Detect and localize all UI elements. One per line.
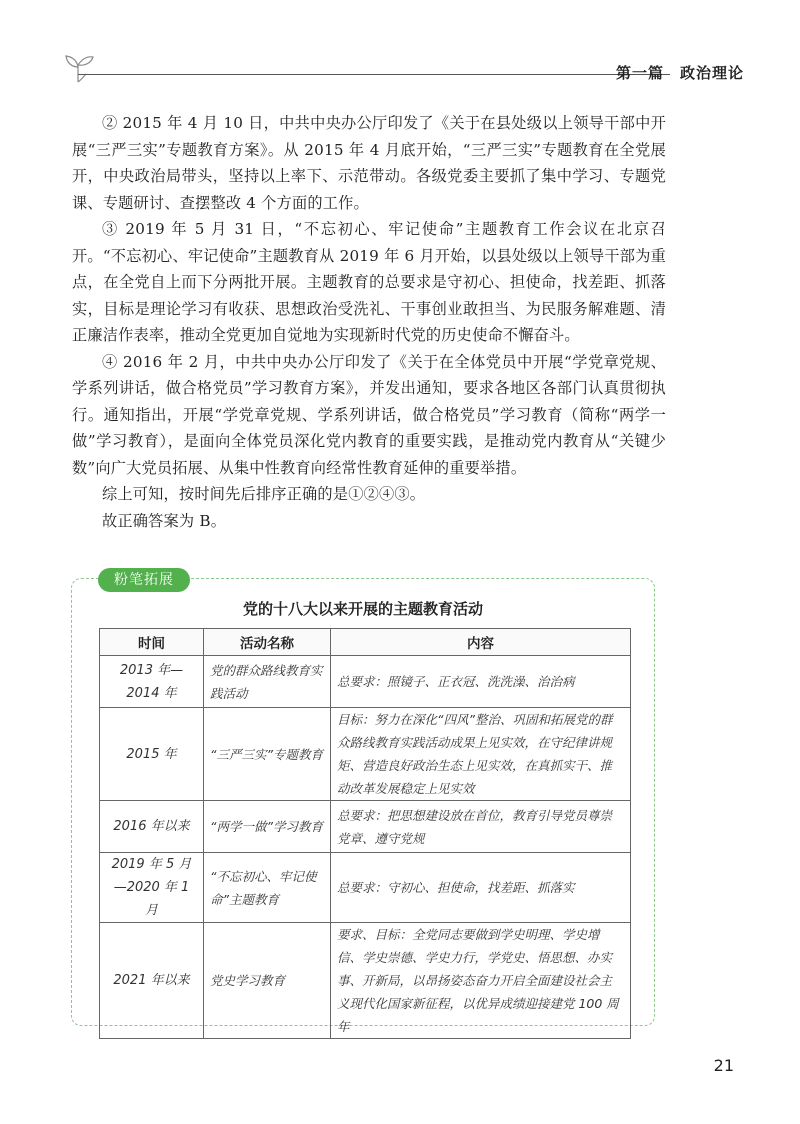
cell-name: 党的群众路线教育实践活动: [204, 656, 331, 708]
table-row: [100, 853, 631, 923]
cell-name: 党史学习教育: [204, 923, 331, 1039]
cell-content: 总要求：照镜子、正衣冠、洗洗澡、治治病: [331, 656, 631, 708]
extension-tag: 粉笔拓展: [98, 568, 190, 592]
cell-name: “不忘初心、牢记使命”主题教育: [204, 853, 331, 923]
page-header: [64, 52, 744, 92]
cell-content: 目标：努力在深化“四风”整治、巩固和拓展党的群众路线教育实践活动成果上见实效，在守纪律讲规矩、营造良好政治生态上见实效，在真抓实干、推动改革发展稳定上见实效: [331, 708, 631, 801]
paragraph: ② 2015 年 4 月 10 日，中共中央办公厅印发了《关于在县处级以上领导干部中开展“三严三实”专题教育方案》。从 2015 年 4 月底开始，“三严三实”专题教育在全党展开，中央政治局带头，坚持以上率下、示范带动。各级党委主要抓了集中学习、专题党课、专题研讨、查摆整改 4 个方面的工作。: [72, 114, 666, 212]
cell-name: “三严三实”专题教育: [204, 708, 331, 801]
education-activities-table: [99, 628, 631, 1039]
section-title: 第一篇 政治理论: [615, 64, 744, 82]
cell-time: 2013 年—2014 年: [100, 656, 204, 708]
cell-time: 2016 年以来: [100, 801, 204, 853]
sprout-icon: [64, 52, 94, 86]
cell-time: 2019 年 5 月—2020 年 1 月: [100, 853, 204, 923]
header-rule: [78, 74, 670, 75]
paragraph: ④ 2016 年 2 月，中共中央办公厅印发了《关于在全体党员中开展“学党章党规、学系列讲话，做合格党员”学习教育方案》，并发出通知，要求各地区各部门认真贯彻执行。通知指出，开展“学党章党规、学系列讲话，做合格党员”学习教育（简称“两学一做”学习教育），是面向全体党员深化党内教育的重要实践，是推动党内教育从“关键少数”向广大党员拓展、从集中性教育向经常性教育延伸的重要举措。: [72, 352, 666, 477]
cell-content: 总要求：把思想建设放在首位，教育引导党员尊崇党章、遵守党规: [331, 801, 631, 853]
paragraph: ③ 2019 年 5 月 31 日，“不忘初心、牢记使命”主题教育工作会议在北京召开。“不忘初心、牢记使命”主题教育从 2019 年 6 月开始，以县处级以上领导干部为重点，在全党自上而下分两批开展。主题教育的总要求是守初心、担使命，找差距、抓落实，目标是理论学习有收获、思想政治受洗礼、干事创业敢担当、为民服务解难题、清正廉洁作表率，推动全党更加自觉地为实现新时代党的历史使命不懈奋斗。: [72, 220, 666, 344]
table-row: [100, 923, 631, 1039]
table-header-row: [100, 629, 631, 656]
cell-content: 总要求：守初心、担使命，找差距、抓落实: [331, 853, 631, 923]
page-number: 21: [713, 1056, 734, 1075]
column-header-time: 时间: [100, 629, 204, 656]
column-header-content: 内容: [331, 629, 631, 656]
cell-name: “两学一做”学习教育: [204, 801, 331, 853]
paragraph: 故正确答案为 B。: [102, 511, 227, 530]
cell-time: 2021 年以来: [100, 923, 204, 1039]
table-row: [100, 656, 631, 708]
table-title: 党的十八大以来开展的主题教育活动: [242, 600, 483, 618]
cell-time: 2015 年: [100, 708, 204, 801]
table-row: [100, 801, 631, 853]
table-row: [100, 708, 631, 801]
body-text: [72, 110, 666, 534]
paragraph: 综上可知，按时间先后排序正确的是①②④③。: [102, 485, 426, 503]
column-header-name: 活动名称: [204, 629, 331, 656]
cell-content: 要求、目标：全党同志要做到学史明理、学史增信、学史崇德、学史力行，学党史、悟思想、办实事、开新局，以昂扬姿态奋力开启全面建设社会主义现代化国家新征程，以优异成绩迎接建党 100 周年: [331, 923, 631, 1039]
